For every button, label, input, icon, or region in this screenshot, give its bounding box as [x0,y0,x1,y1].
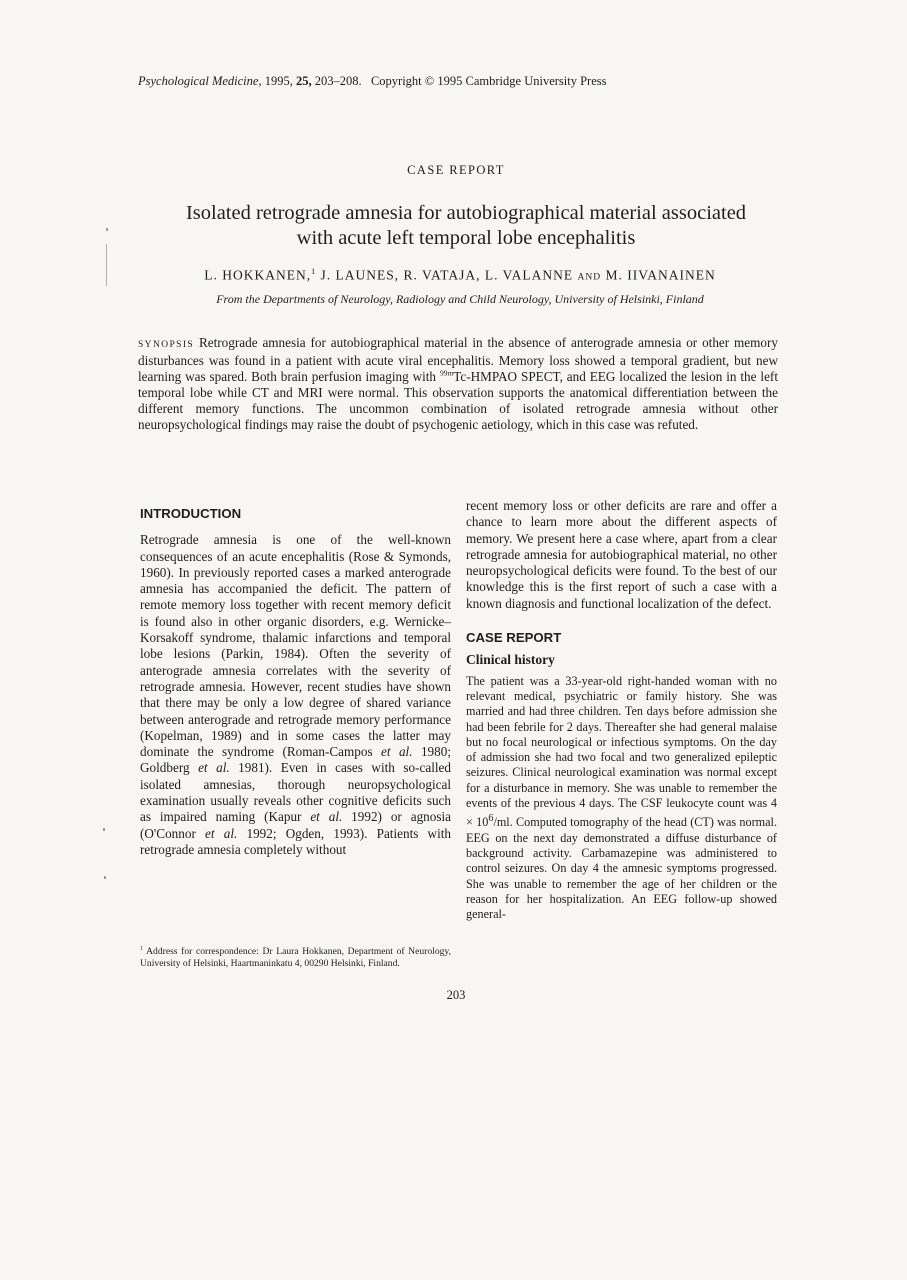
synopsis [138,335,778,434]
journal-header [138,74,606,89]
case-text: /ml. Computed tomography of the head (CT) was normal. EEG on the next day demonstrated a diffuse disturbance of background activity. Carbamazepine was administered to control seizures. On day 4 the amnesic symptoms progressed. She was unable to remember the age of her children or the reason for her hospitalization. An EEG follow-up showed general- [466,815,777,922]
left-column [140,506,451,858]
author-list [110,267,810,284]
case-report-heading: CASE REPORT [466,630,562,646]
clinical-history-heading: Clinical history [466,652,555,668]
copyright-notice: Copyright © 1995 Cambridge University Press [370,74,607,88]
article-type-label: CASE REPORT [407,163,505,177]
footnote-mark: 1 [140,946,143,952]
exponent: 6 [488,813,494,825]
introduction-paragraph-1 [140,532,451,858]
margin-mark [104,876,106,879]
intro-text: 1992; Ogden, 1993). Patients with retrograde amnesia completely without [140,825,451,857]
author-middle: J. LAUNES, R. VATAJA, L. VALANNE [316,267,578,283]
synopsis-text-2: Tc-HMPAO SPECT, and EEG localized the lesion in the left temporal lobe while CT and MRI were normal. This observation supports the anatomical differentiation between the different memory functions. The uncommon combination of isolated retrograde amnesia without other neuropsychological findings may raise the doubt of psychogenic aetiology, which in this case was refuted. [138,369,778,433]
journal-title: Psychological Medicine, [138,74,262,88]
intro-text: 1992) or agnosia (O'Connor [140,809,451,841]
journal-volume: 25, [295,74,312,88]
title-line-2: with acute left temporal lobe encephalitis [296,227,636,249]
affiliation: From the Departments of Neurology, Radiology and Child Neurology, University of Helsinki, Finland [216,292,704,306]
author-first: L. HOKKANEN, [204,267,312,283]
et-al: et al. [310,809,343,825]
author-last: M. IIVANAINEN [601,267,716,283]
isotope-superscript: 99m [439,368,454,378]
margin-mark [103,828,105,831]
introduction-paragraph-2: recent memory loss or other deficits are rare and offer a chance to learn more about the different aspects of memory. We present here a case where, apart from a clear retrograde amnesia for autobiographical material, no other neuropsychological deficits were found. To the best of our knowledge this is the first report of such a case with a known diagnosis and functional localization of the defect. [466,498,777,611]
et-al: et al. [381,744,413,760]
introduction-heading: INTRODUCTION [140,506,242,521]
footnote-text: Address for correspondence: Dr Laura Hokkanen, Department of Neurology, University of Helsinki, Haartmaninkatu 4, 00290 Helsinki, Finland. [140,946,451,969]
journal-year: 1995, [264,74,293,88]
right-column [466,498,777,922]
margin-mark [106,228,108,231]
et-al: et al. [205,825,238,841]
footnote [140,944,451,969]
intro-text: 1980; Goldberg [140,744,451,776]
margin-mark [106,244,107,286]
synopsis-label: SYNOPSIS [138,340,195,350]
case-text: The patient was a 33-year-old right-handed woman with no relevant medical, psychiatric or family history. She was married and had three children. Ten days before admission she had been febrile for 2 days. Thereafter she had general malaise but no focal neurological or infectious symptoms. On the day of admission she had two focal and two generalized epileptic seizures. Clinical neurological examination was normal except for a disturbance in memory. She was unable to remember the events of the previous 4 days. The CSF leukocyte count was 4 × 10 [466,673,777,830]
article-title [110,201,822,251]
clinical-history-paragraph [466,674,777,923]
intro-text: Retrograde amnesia is one of the well-known consequences of an acute encephalitis (Rose & Symonds, 1960). In previously reported cases a marked anterograde amnesia has accompanied the deficit. The pattern of remote memory loss together with recent memory deficit is found also in other organic disorders, e.g. Wernicke–Korsakoff syndrome, thalamic infarctions and temporal lobe lesions (Parkin, 1984). Often the severity of anterograde amnesia correlates with the severity of retrograde amnesia. However, recent studies have shown that there may be only a low degree of shared variance between anterograde and retrograde memory performance (Kopelman, 1989) and in some cases the latter may dominate the syndrome (Roman-Campos [140,532,451,760]
intro-text: 1981). Even in cases with so-called isolated amnesias, thorough neuropsychological examination usually reveals other cognitive deficits such as impaired naming (Kapur [140,760,451,825]
author-footnote-mark: 1 [311,267,317,276]
et-al: et al. [198,760,230,776]
journal-pages: 203–208. [314,74,362,88]
page-number: 203 [446,988,466,1002]
author-and: AND [577,272,602,283]
title-line-1: Isolated retrograde amnesia for autobiographical material associated [185,202,747,224]
synopsis-text-1: Retrograde amnesia for autobiographical material in the absence of anterograde amnesia or other memory disturbances was found in a patient with acute viral encephalitis. Memory loss showed a temporal gradient, but new learning was spared. Both brain perfusion imaging with [138,335,778,385]
